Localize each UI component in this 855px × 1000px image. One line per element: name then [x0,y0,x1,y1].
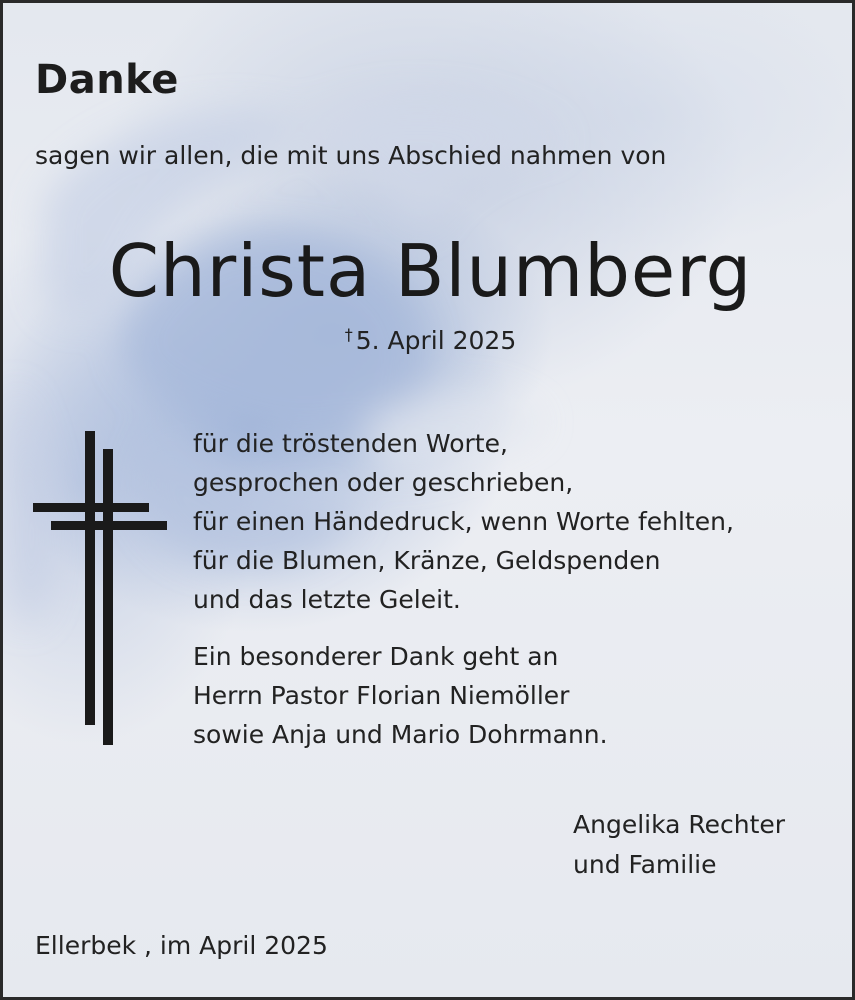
thanks-line: gesprochen oder geschrieben, [193,468,574,497]
special-thanks-line: Ein besonderer Dank geht an [193,642,559,671]
thanks-line: für einen Händedruck, wenn Worte fehlten, [193,507,734,536]
thanks-list [193,424,734,619]
place-date: Ellerbek , im April 2025 [35,931,328,960]
heading-thanks: Danke [35,57,179,103]
special-thanks-line: Herrn Pastor Florian Niemöller [193,681,570,710]
death-date-line [3,325,855,355]
signature-line: Angelika Rechter [573,810,786,839]
special-thanks-line: sowie Anja und Mario Dohrmann. [193,720,608,749]
thanks-line: und das letzte Geleit. [193,585,461,614]
special-thanks-list [193,637,608,754]
signature-block [573,805,785,885]
dagger-icon: † [344,325,353,344]
intro-text: sagen wir allen, die mit uns Abschied nahmen von [35,141,667,170]
signature-line: und Familie [573,850,717,879]
death-date: 5. April 2025 [355,326,517,355]
thanks-line: für die tröstenden Worte, [193,429,508,458]
deceased-name: Christa Blumberg [108,229,753,313]
double-cross-icon [31,431,171,747]
thanks-line: für die Blumen, Kränze, Geldspenden [193,546,661,575]
